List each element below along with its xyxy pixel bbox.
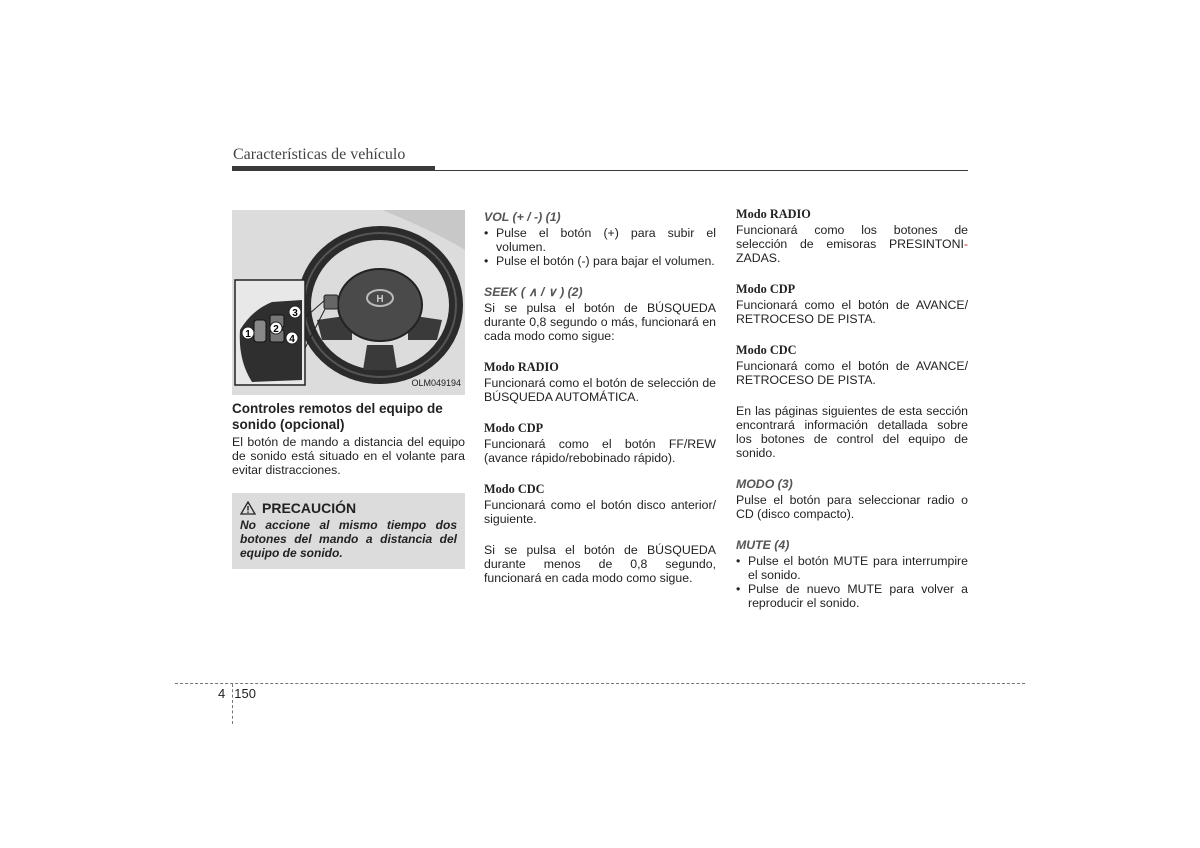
mute-heading: MUTE (4) [736, 538, 790, 552]
footer-rule [175, 683, 1025, 684]
column-middle [484, 210, 716, 602]
radio-mode-heading: Modo RADIO [484, 360, 559, 374]
list-item: • Pulse de nuevo MUTE para volver a reproducir el sonido. [736, 582, 968, 610]
chapter-number: 4 [218, 686, 226, 701]
section-heading: Controles remotos del equipo de sonido (opcional) [232, 401, 443, 432]
callout-4: 4 [289, 334, 295, 345]
callout-2: 2 [273, 324, 279, 335]
list-item: • Pulse el botón MUTE para interrumpire el sonido. [736, 554, 968, 582]
vol-heading: VOL (+ / -) (1) [484, 210, 561, 224]
caution-title: PRECAUCIÓN [262, 500, 357, 516]
warning-triangle-icon [240, 501, 256, 515]
info-paragraph: En las páginas siguientes de esta sección encontrará información detallada sobre los botones de control del equipo de sonido. [736, 404, 968, 460]
column-left [232, 210, 465, 569]
figure-code: OLM049194 [411, 378, 461, 388]
vol-list [484, 226, 716, 268]
page-number [218, 686, 256, 701]
callout-3: 3 [292, 308, 298, 319]
caution-header [240, 501, 457, 515]
page-header-title: Características de vehículo [233, 146, 406, 163]
cdc-mode-heading: Modo CDC [484, 482, 545, 496]
column-right [736, 207, 968, 627]
caution-text: No accione al mismo tiempo dos botones del mando a distancia del equipo de sonido. [240, 518, 457, 560]
radio-mode-paragraph: Funcionará como el botón de selección de BÚSQUEDA AUTOMÁTICA. [484, 376, 716, 404]
cdp-mode-heading: Modo CDP [484, 421, 544, 435]
mode-heading: MODO (3) [736, 477, 793, 491]
list-item: • Pulse el botón (-) para bajar el volumen. [484, 254, 716, 268]
page-number-value: 150 [234, 686, 256, 701]
steering-wheel-illustration [232, 210, 465, 395]
cdp-mode-heading: Modo CDP [736, 282, 796, 296]
list-item: • Pulse el botón (+) para subir el volumen. [484, 226, 716, 254]
cdc-mode-heading: Modo CDC [736, 343, 797, 357]
seek-heading: SEEK ( ∧ / ∨ ) (2) [484, 285, 583, 299]
header-rule-thin [435, 170, 968, 171]
steering-wheel-figure [232, 210, 465, 395]
svg-text:H: H [376, 294, 384, 305]
mode-paragraph: Pulse el botón para seleccionar radio o CD (disco compacto). [736, 493, 968, 521]
short-press-paragraph: Si se pulsa el botón de BÚSQUEDA durante menos de 0,8 segundo, funcionará en cada modo como sigue. [484, 543, 716, 585]
radio-mode-heading: Modo RADIO [736, 207, 811, 221]
cdc-mode-paragraph: Funcionará como el botón disco anterior/ siguiente. [484, 498, 716, 526]
mute-list [736, 554, 968, 610]
cdc-mode-paragraph: Funcionará como el botón de AVANCE/ RETROCESO DE PISTA. [736, 359, 968, 387]
cdp-mode-paragraph: Funcionará como el botón FF/REW (avance rápido/rebobinado rápido). [484, 437, 716, 465]
radio-mode-paragraph: Funcionará como los botones de selección de emisoras PRESINTONI- ZADAS. [736, 223, 968, 265]
callout-1: 1 [245, 329, 251, 340]
seek-paragraph: Si se pulsa el botón de BÚSQUEDA durante 0,8 segundo o más, funcionará en cada modo como sigue: [484, 301, 716, 343]
cdp-mode-paragraph: Funcionará como el botón de AVANCE/ RETROCESO DE PISTA. [736, 298, 968, 326]
caution-box [232, 493, 465, 569]
header-rule-thick [232, 166, 435, 171]
intro-paragraph: El botón de mando a distancia del equipo de sonido está situado en el volante para evitar distracciones. [232, 435, 465, 477]
